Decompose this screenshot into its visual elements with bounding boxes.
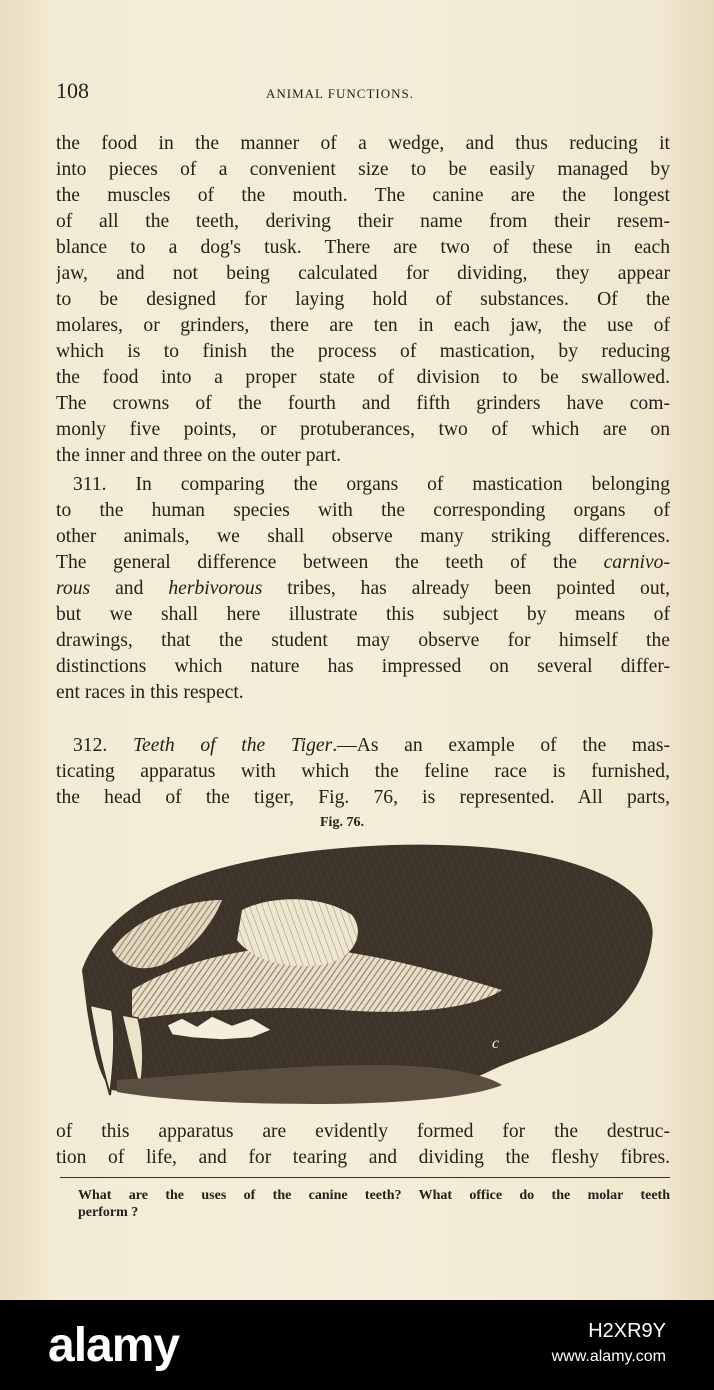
running-head: ANIMAL FUNCTIONS. [266,86,414,101]
text-line: molares, or grinders, there are ten in each jaw, the use of [56,315,670,336]
text-line: the food in the manner of a wedge, and thus reducing it [56,133,670,154]
text-run: The general difference between the teeth of the [56,552,604,573]
alamy-logo: alamy [48,1319,180,1372]
text-line: which is to finish the process of mastication, by reducing [56,341,670,362]
text-line: monly five points, or protuberances, two of which are on [56,419,670,440]
section-title: Teeth of the Tiger [132,735,333,756]
text-line: but we shall here illustrate this subject by means of [56,604,670,625]
text-line: to be designed for laying hold of substances. Of the [56,289,670,310]
text-line [56,576,670,602]
figure-label: Fig. 76. [320,815,364,830]
canine-tooth [90,1005,114,1095]
text-line [56,550,670,576]
page-number: 108 [56,78,89,103]
footnote-divider [60,1177,670,1178]
text-line: into pieces of a convenient size to be easily managed by [56,159,670,180]
site-url[interactable]: www.alamy.com [551,1348,666,1365]
text-line: distinctions which nature has impressed on several differ- [56,656,670,677]
text-line: ent races in this respect. [56,682,244,703]
text-line: drawings, that the student may observe for himself the [56,630,670,651]
text-run: tribes, has already been pointed out, [262,578,670,599]
paragraph-312 [56,733,670,811]
text-line: The crowns of the fourth and fifth grinders have com- [56,393,670,414]
paragraph-canine-molar [56,131,670,469]
text-line: of this apparatus are evidently formed for the destruc- [56,1121,670,1142]
text-line: to the human species with the corresponding organs of [56,500,670,521]
italic-term: herbivorous [168,578,263,599]
question-line: What are the uses of the canine teeth? What office do the molar teeth [78,1188,670,1203]
text-line: 311. In comparing the organs of mastication belonging [73,474,670,495]
text-line [56,733,670,759]
text-run: and [90,578,169,599]
study-question [78,1187,670,1221]
italic-term: rous [56,578,91,599]
question-line: perform ? [78,1205,139,1220]
paragraph-continued [56,1119,670,1171]
text-line: the head of the tiger, Fig. 76, is represented. All parts, [56,787,670,808]
paragraph-number: 312. [73,735,133,756]
text-line: the inner and three on the outer part. [56,445,342,466]
image-id: H2XR9Y [588,1320,666,1342]
text-line: the food into a proper state of division to be swallowed. [56,367,670,388]
text-line: ticating apparatus with which the feline race is furnished, [56,761,670,782]
text-run: .—As an example of the mas- [332,735,670,756]
text-line: the muscles of the mouth. The canine are the longest [56,185,670,206]
italic-term: carnivo- [603,552,670,573]
paragraph-311 [56,472,670,706]
text-line: of all the teeth, deriving their name from their resem- [56,211,670,232]
text-line: other animals, we shall observe many striking differences. [56,526,670,547]
text-line: blance to a dog's tusk. There are two of these in each [56,237,670,258]
text-line: tion of life, and for tearing and dividing the fleshy fibres. [56,1147,670,1168]
text-line: jaw, and not being calculated for dividing, they appear [56,263,670,284]
tiger-skull-engraving [72,840,662,1110]
figure-letter-c: c [492,1035,500,1052]
